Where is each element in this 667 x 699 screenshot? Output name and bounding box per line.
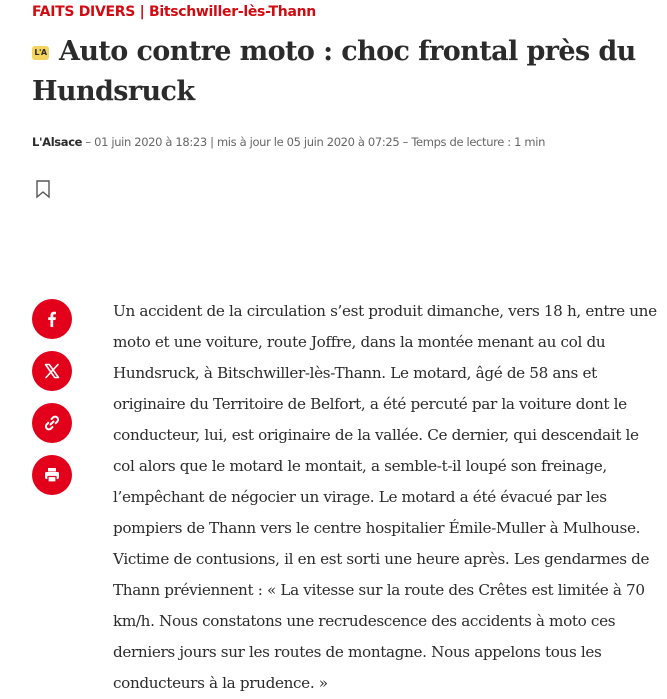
article-body: Un accident de la circulation s’est produit dimanche, vers 18 h, entre une moto et une voiture, route Joffre, dans la montée menant au col du Hundsruck, à Bitschwiller-lès-Thann. Le motard, âgé de 58 ans et originaire du Territoire de Belfort, a été percuté par la voiture dont le conducteur, lui, est originaire de la vallée. Ce dernier, qui descendait le col alors que le motard le montait, a semble-t-il loupé son freinage, l’empêchant de négocier un virage. Le motard a été évacué par les pompiers de Thann vers le centre hospitalier Émile-Muller à Mulhouse. Victime de contusions, il en est sorti une heure après. Les gendarmes de Thann préviennent : « La vitesse sur la route des Crêtes est limitée à 70 km/h. Nous constatons une recrudescence des accidents à moto ces derniers jours sur les routes de montagne. Nous appelons tous les conducteurs à la prudence. » xyxy=(113,302,657,692)
print-button[interactable] xyxy=(32,455,72,495)
link-icon xyxy=(43,414,61,432)
lalsace-badge-icon: L'A xyxy=(32,46,49,60)
copy-link-button[interactable] xyxy=(32,403,72,443)
article-title-text: Auto contre moto : choc frontal près du Hundsruck xyxy=(32,36,636,107)
x-icon xyxy=(44,363,60,379)
article-title xyxy=(32,32,652,112)
share-facebook-button[interactable] xyxy=(32,299,72,339)
meta-details: – 01 juin 2020 à 18:23 | mis à jour le 05 juin 2020 à 07:25 – Temps de lecture : 1 min xyxy=(82,135,546,149)
share-x-button[interactable] xyxy=(32,351,72,391)
print-icon xyxy=(43,466,61,484)
category-breadcrumb[interactable]: FAITS DIVERS | Bitschwiller-lès-Thann xyxy=(32,4,316,20)
article-meta xyxy=(32,135,545,149)
source-name: L'Alsace xyxy=(32,135,83,149)
bookmark-button[interactable] xyxy=(34,179,52,199)
facebook-icon xyxy=(43,310,61,328)
bookmark-icon xyxy=(34,179,52,199)
